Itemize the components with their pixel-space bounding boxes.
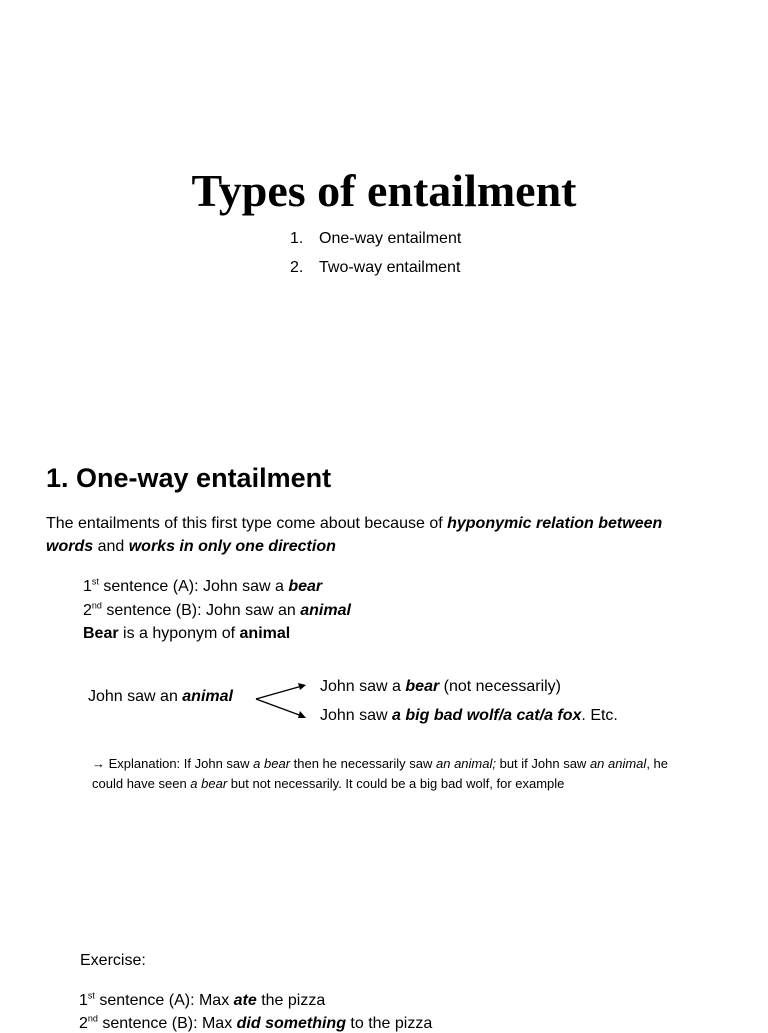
- sentence-keyword: did something: [236, 1015, 346, 1032]
- diagram-target-bottom: [320, 707, 618, 725]
- explanation-text: but if John saw: [495, 756, 590, 771]
- explanation-italic: a bear: [253, 756, 291, 771]
- ordinal-number: 2: [79, 1015, 88, 1032]
- sentence-a: [83, 578, 322, 596]
- ordinal-suffix: st: [87, 990, 95, 1001]
- exercise-label: Exercise:: [80, 952, 146, 969]
- diagram-text: (not necessarily): [439, 678, 562, 695]
- exercise-sentence-b: [79, 1015, 432, 1033]
- sentence-text: sentence (B): Max: [97, 1015, 237, 1032]
- explanation-italic: an animal;: [436, 756, 496, 771]
- sentence-text: to the pizza: [345, 1015, 433, 1032]
- sentence-keyword: animal: [300, 602, 351, 619]
- page-title: Types of entailment: [191, 165, 577, 216]
- list-number: 1.: [290, 230, 304, 247]
- diagram-keyword: a big bad wolf/a cat/a fox: [392, 707, 582, 724]
- hyponym-term: Bear: [83, 625, 119, 642]
- hyponym-statement: [83, 625, 290, 643]
- ordinal-suffix: st: [91, 576, 99, 587]
- list-label: One-way entailment: [319, 230, 462, 247]
- explanation-text: Explanation: If John saw: [105, 756, 254, 771]
- diagram-text: John saw an: [88, 688, 183, 705]
- ordinal-number: 1: [83, 578, 92, 595]
- exercise-sentence-a: [79, 992, 325, 1010]
- sentence-text: sentence (A): Max: [94, 992, 234, 1009]
- hypernym-term: animal: [239, 625, 291, 642]
- explanation-text: then he necessarily saw: [290, 756, 436, 771]
- ordinal-number: 1: [79, 992, 88, 1009]
- arrow-icon: →: [92, 756, 105, 771]
- explanation-text: , he could have seen: [92, 756, 668, 791]
- branch-arrows-icon: [250, 680, 312, 722]
- sentence-b: [83, 602, 351, 620]
- sentence-keyword: ate: [233, 992, 257, 1009]
- sentence-text: sentence (A): John saw a: [98, 578, 289, 595]
- intro-list-item: [290, 259, 460, 277]
- diagram-target-top: [320, 678, 561, 696]
- explanation-text: but not necessarily. It could be a big bad wolf, for example: [227, 776, 565, 791]
- para-text: The entailments of this first type come about because of: [46, 515, 448, 532]
- section-heading: 1. One-way entailment: [46, 463, 332, 493]
- diagram-source: [88, 688, 233, 706]
- diagram-keyword: bear: [405, 678, 440, 695]
- explanation-italic: a bear: [190, 776, 228, 791]
- ordinal-number: 2: [83, 602, 92, 619]
- section-paragraph: [46, 512, 666, 558]
- intro-list-item: [290, 230, 461, 248]
- ordinal-suffix: nd: [91, 600, 102, 611]
- sentence-text: the pizza: [256, 992, 326, 1009]
- list-label: Two-way entailment: [319, 259, 461, 276]
- hyponym-text: is a hyponym of: [118, 625, 240, 642]
- ordinal-suffix: nd: [87, 1013, 98, 1024]
- diagram-text: John saw: [320, 707, 393, 724]
- diagram-text: . Etc.: [581, 707, 618, 724]
- diagram-text: John saw a: [320, 678, 406, 695]
- sentence-keyword: bear: [288, 578, 323, 595]
- para-text: and: [93, 538, 129, 555]
- diagram-keyword: animal: [182, 688, 233, 705]
- para-emphasis: hyponymic relation between words: [46, 515, 663, 555]
- sentence-text: sentence (B): John saw an: [101, 602, 301, 619]
- explanation-italic: an animal: [589, 756, 647, 771]
- para-emphasis: works in only one direction: [128, 538, 336, 555]
- list-number: 2.: [290, 259, 304, 276]
- explanation-note: [92, 754, 672, 794]
